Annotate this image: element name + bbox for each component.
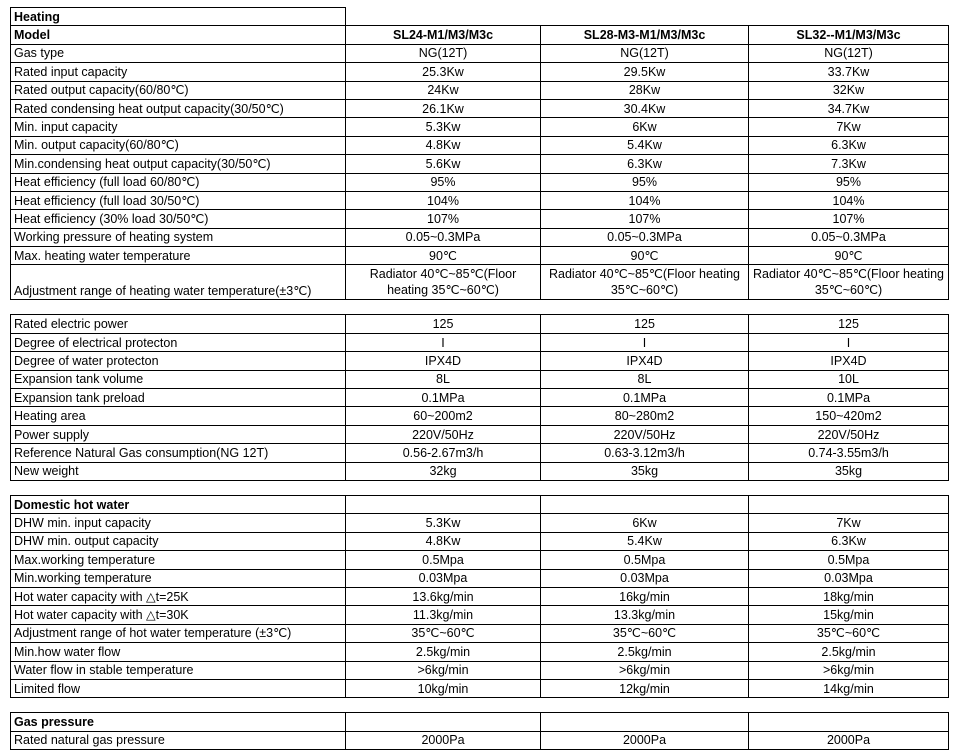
row-value: 35℃~60℃ <box>541 624 749 642</box>
row-value: 4.8Kw <box>346 532 541 550</box>
row-value: 13.6kg/min <box>346 587 541 605</box>
row-value: 34.7Kw <box>749 99 949 117</box>
row-value: 0.1MPa <box>346 389 541 407</box>
section-title: Domestic hot water <box>11 495 346 513</box>
row-value: 5.4Kw <box>541 136 749 154</box>
row-label: Adjustment range of hot water temperature (±3℃) <box>11 624 346 642</box>
table-row <box>11 247 949 265</box>
row-value: 80~280m2 <box>541 407 749 425</box>
spec-sheet <box>10 7 948 750</box>
general-table <box>10 314 949 481</box>
table-row <box>11 532 949 550</box>
row-label: Hot water capacity with △t=30K <box>11 606 346 624</box>
table-row <box>11 624 949 642</box>
row-value: >6kg/min <box>541 661 749 679</box>
row-value: NG(12T) <box>749 44 949 62</box>
row-value: 0.5Mpa <box>541 551 749 569</box>
row-value: 107% <box>346 210 541 228</box>
row-value: 26.1Kw <box>346 99 541 117</box>
row-value: 16kg/min <box>541 587 749 605</box>
table-row <box>11 173 949 191</box>
header-row <box>11 26 949 44</box>
row-value: 95% <box>346 173 541 191</box>
section-title-row <box>11 713 949 731</box>
row-value: 7.3Kw <box>749 155 949 173</box>
row-value: 104% <box>346 191 541 209</box>
table-row <box>11 210 949 228</box>
table-row <box>11 606 949 624</box>
row-value: 2000Pa <box>346 731 541 749</box>
table-row <box>11 551 949 569</box>
row-value: 5.4Kw <box>541 532 749 550</box>
row-value: 0.74-3.55m3/h <box>749 444 949 462</box>
model-header: SL28-M3-M1/M3/M3c <box>541 26 749 44</box>
row-value: 125 <box>749 315 949 333</box>
row-label: Heating area <box>11 407 346 425</box>
row-value: 0.03Mpa <box>346 569 541 587</box>
header-label: Model <box>11 26 346 44</box>
row-value: 90℃ <box>541 247 749 265</box>
row-value: 10kg/min <box>346 679 541 697</box>
row-value: 6Kw <box>541 118 749 136</box>
table-row <box>11 265 949 300</box>
row-label: Min.working temperature <box>11 569 346 587</box>
row-label: Water flow in stable temperature <box>11 661 346 679</box>
row-value: 14kg/min <box>749 679 949 697</box>
row-value: 125 <box>346 315 541 333</box>
row-value: I <box>541 333 749 351</box>
row-value: IPX4D <box>346 352 541 370</box>
row-value: 0.56-2.67m3/h <box>346 444 541 462</box>
table-row <box>11 407 949 425</box>
row-value: 10L <box>749 370 949 388</box>
row-value: NG(12T) <box>541 44 749 62</box>
row-label: Expansion tank volume <box>11 370 346 388</box>
row-value: 35℃~60℃ <box>346 624 541 642</box>
row-value: 29.5Kw <box>541 63 749 81</box>
row-value: 15kg/min <box>749 606 949 624</box>
table-row <box>11 425 949 443</box>
row-value: 104% <box>541 191 749 209</box>
row-label: Working pressure of heating system <box>11 228 346 246</box>
row-value: 0.05~0.3MPa <box>346 228 541 246</box>
row-value: 220V/50Hz <box>749 425 949 443</box>
row-value: 0.5Mpa <box>346 551 541 569</box>
row-value: 0.63-3.12m3/h <box>541 444 749 462</box>
model-header: SL24-M1/M3/M3c <box>346 26 541 44</box>
row-value: 18kg/min <box>749 587 949 605</box>
row-label: Rated output capacity(60/80℃) <box>11 81 346 99</box>
row-value: 32Kw <box>749 81 949 99</box>
row-label: New weight <box>11 462 346 480</box>
row-value: 5.3Kw <box>346 514 541 532</box>
row-value: 2.5kg/min <box>541 643 749 661</box>
row-value: 33.7Kw <box>749 63 949 81</box>
row-value: Radiator 40℃~85℃(Floor heating 35℃~60℃) <box>346 265 541 300</box>
row-label: Rated input capacity <box>11 63 346 81</box>
table-row <box>11 643 949 661</box>
row-value: 6.3Kw <box>749 136 949 154</box>
row-value: 90℃ <box>346 247 541 265</box>
table-row <box>11 679 949 697</box>
row-value: 107% <box>541 210 749 228</box>
table-row <box>11 444 949 462</box>
table-row <box>11 315 949 333</box>
row-value: 6Kw <box>541 514 749 532</box>
row-value: 8L <box>346 370 541 388</box>
table-row <box>11 569 949 587</box>
dhw-table <box>10 495 949 698</box>
gas-table <box>10 712 949 750</box>
row-label: Degree of electrical protecton <box>11 333 346 351</box>
table-row <box>11 136 949 154</box>
row-label: Heat efficiency (full load 30/50℃) <box>11 191 346 209</box>
row-value: 60~200m2 <box>346 407 541 425</box>
row-value: 2.5kg/min <box>749 643 949 661</box>
row-label: Heat efficiency (30% load 30/50℃) <box>11 210 346 228</box>
row-label: Min.how water flow <box>11 643 346 661</box>
row-label: Max.working temperature <box>11 551 346 569</box>
section-title: Gas pressure <box>11 713 346 731</box>
row-label: Max. heating water temperature <box>11 247 346 265</box>
table-row <box>11 191 949 209</box>
row-value: 125 <box>541 315 749 333</box>
row-value: 13.3kg/min <box>541 606 749 624</box>
row-value: 95% <box>541 173 749 191</box>
row-value: 95% <box>749 173 949 191</box>
row-label: Rated condensing heat output capacity(30/50℃) <box>11 99 346 117</box>
row-value: 2000Pa <box>749 731 949 749</box>
row-value: 30.4Kw <box>541 99 749 117</box>
row-value: IPX4D <box>749 352 949 370</box>
row-label: Power supply <box>11 425 346 443</box>
row-label: Reference Natural Gas consumption(NG 12T) <box>11 444 346 462</box>
row-value: IPX4D <box>541 352 749 370</box>
table-row <box>11 389 949 407</box>
row-value: 90℃ <box>749 247 949 265</box>
row-value: 2.5kg/min <box>346 643 541 661</box>
row-value: 4.8Kw <box>346 136 541 154</box>
row-label: Min. output capacity(60/80℃) <box>11 136 346 154</box>
table-row <box>11 333 949 351</box>
heating-table <box>10 7 949 300</box>
row-value: 5.3Kw <box>346 118 541 136</box>
table-row <box>11 81 949 99</box>
row-value: 6.3Kw <box>541 155 749 173</box>
row-label: Adjustment range of heating water temperature(±3℃) <box>11 265 346 300</box>
row-label: Gas type <box>11 44 346 62</box>
row-value: 25.3Kw <box>346 63 541 81</box>
table-row <box>11 118 949 136</box>
row-value: 28Kw <box>541 81 749 99</box>
table-row <box>11 462 949 480</box>
row-value: 107% <box>749 210 949 228</box>
row-label: Degree of water protecton <box>11 352 346 370</box>
section-title-row <box>11 495 949 513</box>
row-value: >6kg/min <box>346 661 541 679</box>
row-value: Radiator 40℃~85℃(Floor heating 35℃~60℃) <box>749 265 949 300</box>
row-label: Limited flow <box>11 679 346 697</box>
row-value: NG(12T) <box>346 44 541 62</box>
row-label: Expansion tank preload <box>11 389 346 407</box>
row-label: Min. input capacity <box>11 118 346 136</box>
row-value: 2000Pa <box>541 731 749 749</box>
table-row <box>11 155 949 173</box>
row-value: 220V/50Hz <box>346 425 541 443</box>
row-value: 6.3Kw <box>749 532 949 550</box>
row-value: I <box>346 333 541 351</box>
row-value: 35℃~60℃ <box>749 624 949 642</box>
row-value: 7Kw <box>749 118 949 136</box>
table-row <box>11 370 949 388</box>
row-value: 150~420m2 <box>749 407 949 425</box>
section-title-row <box>11 8 949 26</box>
row-value: 8L <box>541 370 749 388</box>
row-value: 0.03Mpa <box>749 569 949 587</box>
row-value: 7Kw <box>749 514 949 532</box>
row-value: 5.6Kw <box>346 155 541 173</box>
row-value: 0.1MPa <box>749 389 949 407</box>
row-label: Rated electric power <box>11 315 346 333</box>
table-row <box>11 228 949 246</box>
table-row <box>11 99 949 117</box>
row-value: 24Kw <box>346 81 541 99</box>
row-value: 0.05~0.3MPa <box>541 228 749 246</box>
row-value: 35kg <box>749 462 949 480</box>
table-row <box>11 63 949 81</box>
row-value: 35kg <box>541 462 749 480</box>
table-row <box>11 587 949 605</box>
row-value: 0.05~0.3MPa <box>749 228 949 246</box>
table-row <box>11 514 949 532</box>
row-value: 12kg/min <box>541 679 749 697</box>
table-row <box>11 661 949 679</box>
row-value: 11.3kg/min <box>346 606 541 624</box>
row-label: DHW min. input capacity <box>11 514 346 532</box>
row-value: 0.5Mpa <box>749 551 949 569</box>
row-value: 0.03Mpa <box>541 569 749 587</box>
section-title: Heating <box>11 8 346 26</box>
row-value: >6kg/min <box>749 661 949 679</box>
model-header: SL32--M1/M3/M3c <box>749 26 949 44</box>
row-value: 0.1MPa <box>541 389 749 407</box>
row-value: I <box>749 333 949 351</box>
row-label: Heat efficiency (full load 60/80℃) <box>11 173 346 191</box>
table-row <box>11 352 949 370</box>
row-value: Radiator 40℃~85℃(Floor heating 35℃~60℃) <box>541 265 749 300</box>
row-value: 104% <box>749 191 949 209</box>
row-label: Min.condensing heat output capacity(30/50℃) <box>11 155 346 173</box>
table-row <box>11 44 949 62</box>
row-value: 220V/50Hz <box>541 425 749 443</box>
row-label: Rated natural gas pressure <box>11 731 346 749</box>
row-label: Hot water capacity with △t=25K <box>11 587 346 605</box>
row-label: DHW min. output capacity <box>11 532 346 550</box>
row-value: 32kg <box>346 462 541 480</box>
